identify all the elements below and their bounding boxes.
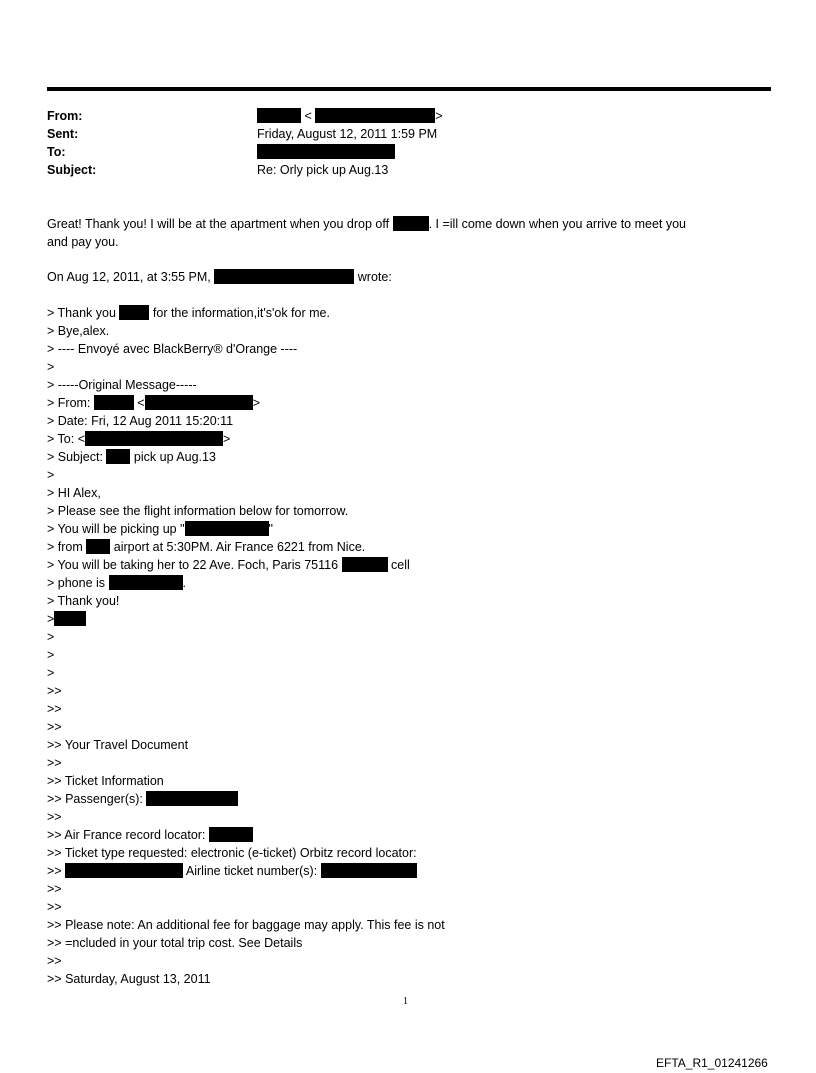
quote-line: > from airport at 5:30PM. Air France 6221 from Nice.: [47, 540, 366, 554]
quote-line: >> =ncluded in your total trip cost. See Details: [47, 936, 303, 950]
quote-line: >: [47, 611, 86, 628]
redaction: [94, 395, 134, 410]
quote-line: > HI Alex,: [47, 486, 101, 500]
redaction: [106, 449, 130, 464]
quote-line: > Please see the flight information below for tomorrow.: [47, 504, 349, 518]
redaction: [315, 108, 435, 123]
quote-line: > -----Original Message-----: [47, 378, 197, 392]
quote-line: >>: [47, 720, 62, 734]
quote-line: > You will be taking her to 22 Ave. Foch, Paris 75116 cell: [47, 558, 410, 572]
quote-line: > Bye,alex.: [47, 324, 110, 338]
quote-line: >: [47, 666, 55, 680]
quote-line: >> Your Travel Document: [47, 738, 189, 752]
quote-line: >> Ticket type requested: electronic (e-ticket) Orbitz record locator:: [47, 846, 417, 860]
quote-line: >> Ticket Information: [47, 774, 164, 788]
redaction: [86, 539, 110, 554]
reply-paragraph: Great! Thank you! I will be at the apartment when you drop off . I =ill come down when you arrive to meet you and pay you.: [47, 217, 687, 249]
redaction: [393, 216, 429, 231]
quote-line: >> Airline ticket number(s):: [47, 863, 417, 880]
redaction: [109, 575, 183, 590]
redaction: [185, 521, 269, 536]
quote-line: >: [47, 468, 55, 482]
to-value: [257, 143, 395, 161]
to-label: To:: [47, 145, 66, 159]
from-value: < >: [257, 107, 443, 125]
redaction: [321, 863, 417, 878]
quote-line: >> Saturday, August 13, 2011: [47, 972, 211, 986]
quote-line: >>: [47, 810, 62, 824]
quote-line: >> Air France record locator:: [47, 827, 253, 844]
quote-line: >> Please note: An additional fee for baggage may apply. This fee is not: [47, 918, 445, 932]
quote-line: >> Passenger(s):: [47, 791, 238, 808]
redaction: [145, 395, 253, 410]
subject-label: Subject:: [47, 163, 97, 177]
quote-line: >>: [47, 684, 62, 698]
quote-line: > Thank you for the information,it's'ok for me.: [47, 306, 330, 320]
header-rule: [47, 87, 771, 91]
quote-line: >: [47, 630, 55, 644]
quote-line: >>: [47, 900, 62, 914]
quote-line: > From: < >: [47, 396, 261, 410]
redaction: [257, 108, 301, 123]
quote-line: >: [47, 648, 55, 662]
redaction: [342, 557, 388, 572]
redaction: [119, 305, 149, 320]
subject-value: Re: Orly pick up Aug.13: [257, 163, 389, 177]
redaction: [209, 827, 253, 842]
quote-line: >>: [47, 756, 62, 770]
document-id: EFTA_R1_01241266: [656, 1056, 768, 1070]
from-label: From:: [47, 109, 83, 123]
redaction: [65, 863, 183, 878]
quote-line: >: [47, 360, 55, 374]
redaction: [146, 791, 238, 806]
quote-line: > ---- Envoyé avec BlackBerry® d'Orange ----: [47, 342, 298, 356]
redaction: [214, 269, 354, 284]
sent-label: Sent:: [47, 127, 79, 141]
quote-line: >>: [47, 702, 62, 716]
page-number: 1: [403, 996, 408, 1007]
redaction: [54, 611, 86, 626]
redaction: [257, 144, 395, 159]
quote-line: > phone is .: [47, 576, 187, 590]
redaction: [85, 431, 223, 446]
quote-line: >>: [47, 882, 62, 896]
quote-line: > Subject: pick up Aug.13: [47, 450, 216, 464]
sent-value: Friday, August 12, 2011 1:59 PM: [257, 127, 438, 141]
on-wrote-line: On Aug 12, 2011, at 3:55 PM, wrote:: [47, 270, 392, 284]
quote-line: > Date: Fri, 12 Aug 2011 15:20:11: [47, 414, 234, 428]
quote-line: > Thank you!: [47, 594, 120, 608]
quote-line: > You will be picking up " ": [47, 522, 273, 536]
quote-line: >>: [47, 954, 62, 968]
quote-line: > To: < >: [47, 432, 231, 446]
